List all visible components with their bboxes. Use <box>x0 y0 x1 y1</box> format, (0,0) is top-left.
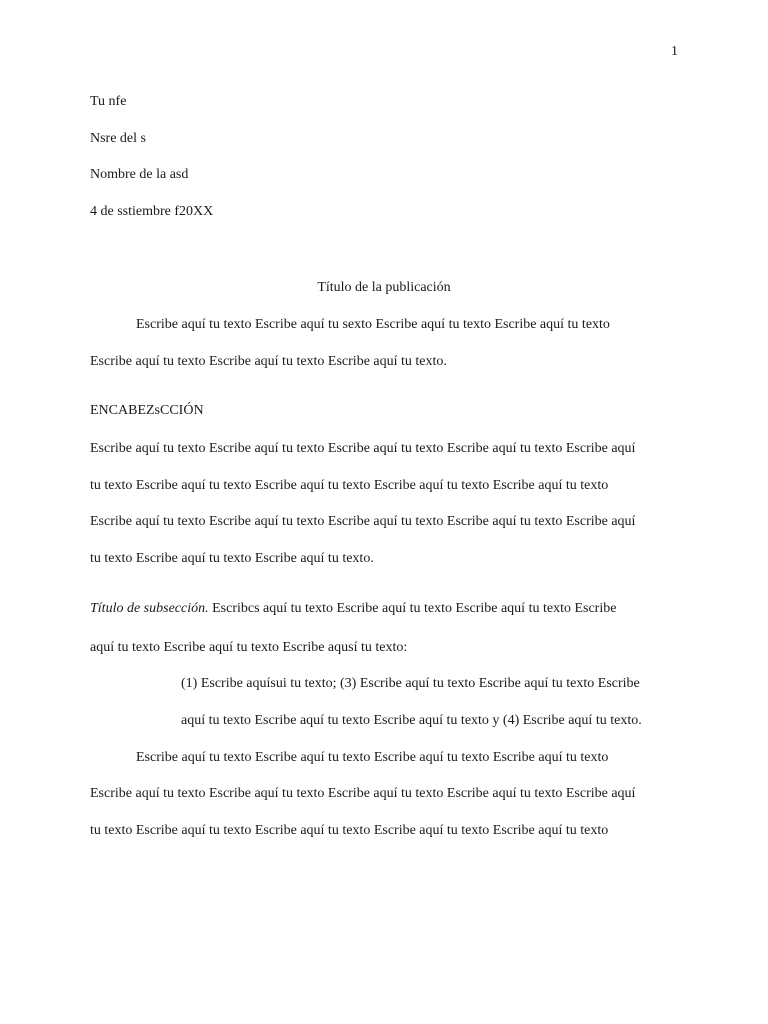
subsection-heading: Título de subsección. <box>90 601 209 616</box>
list-line-1: (1) Escribe aquísui tu texto; (3) Escribe aquí tu texto Escribe aquí tu texto Escribe <box>181 676 640 691</box>
document-date: 4 de sstiembre f20XX <box>90 204 214 219</box>
closing-line-2: Escribe aquí tu texto Escribe aquí tu texto Escribe aquí tu texto Escribe aquí tu texto Escribe aquí <box>90 786 636 801</box>
course-name: Nsre del s <box>90 131 146 146</box>
section-line-2: tu texto Escribe aquí tu texto Escribe aquí tu texto Escribe aquí tu texto Escribe aquí tu texto <box>90 478 609 493</box>
list-line-2: aquí tu texto Escribe aquí tu texto Escribe aquí tu texto y (4) Escribe aquí tu texto. <box>181 713 642 728</box>
document-title: Título de la publicación <box>317 280 451 295</box>
closing-line-1: Escribe aquí tu texto Escribe aquí tu texto Escribe aquí tu texto Escribe aquí tu texto <box>136 750 609 765</box>
subsection-line-2: aquí tu texto Escribe aquí tu texto Escribe aqusí tu texto: <box>90 640 408 655</box>
intro-line-1: Escribe aquí tu texto Escribe aquí tu sexto Escribe aquí tu texto Escribe aquí tu texto <box>136 317 610 332</box>
section-line-4: tu texto Escribe aquí tu texto Escribe aquí tu texto. <box>90 551 374 566</box>
intro-line-2: Escribe aquí tu texto Escribe aquí tu texto Escribe aquí tu texto. <box>90 354 447 369</box>
closing-line-3: tu texto Escribe aquí tu texto Escribe aquí tu texto Escribe aquí tu texto Escribe aquí tu texto <box>90 823 609 838</box>
author-name: Tu nfe <box>90 94 127 109</box>
page-number: 1 <box>671 44 678 59</box>
subsection-line-1 <box>90 601 616 617</box>
section-line-1: Escribe aquí tu texto Escribe aquí tu texto Escribe aquí tu texto Escribe aquí tu texto Escribe aquí <box>90 441 636 456</box>
section-heading: ENCABEZsCCIÓN <box>90 403 204 418</box>
subsection-line-1-text: Escribcs aquí tu texto Escribe aquí tu texto Escribe aquí tu texto Escribe <box>208 601 617 616</box>
institution-name: Nombre de la asd <box>90 167 189 182</box>
section-line-3: Escribe aquí tu texto Escribe aquí tu texto Escribe aquí tu texto Escribe aquí tu texto Escribe aquí <box>90 514 636 529</box>
